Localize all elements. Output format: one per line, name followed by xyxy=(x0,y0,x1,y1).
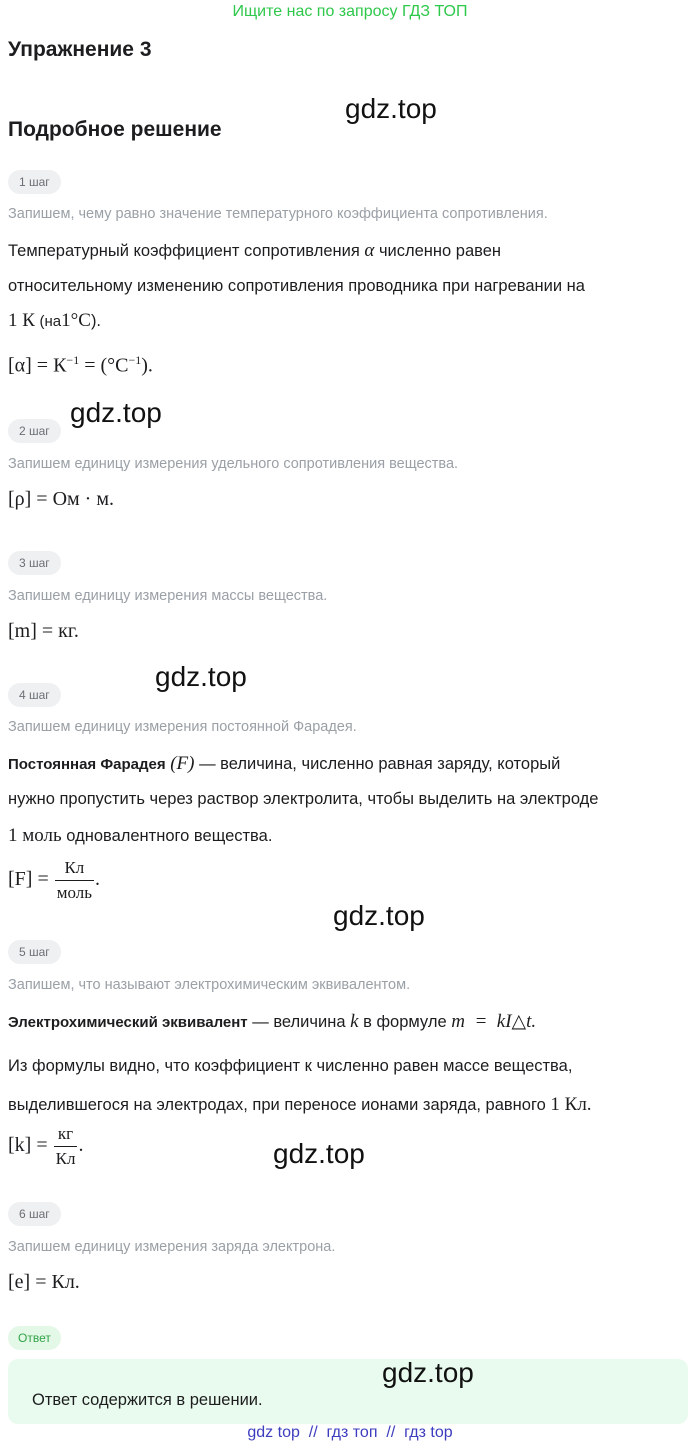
step-text-4-line2: нужно пропустить через раствор электролита, чтобы выделить на электроде xyxy=(8,790,599,808)
formula-rho: [ρ] = Ом · м. xyxy=(8,488,114,510)
formula-mass: [m] = кг. xyxy=(8,620,79,642)
alpha-symbol: α xyxy=(364,240,375,261)
step-hint-3: Запишем единицу измерения массы вещества. xyxy=(8,588,328,604)
formula-faraday: [F] = $\frac{Кл}{\text{моль}}$ . xyxy=(8,858,101,902)
step-text-4-line1: Постоянная Фарадея (F) — величина, численно равная заряду, который xyxy=(8,753,561,774)
watermark: gdz.top xyxy=(273,1138,365,1169)
answer-text: Ответ содержится в решении. xyxy=(32,1391,263,1409)
step-hint-4: Запишем единицу измерения постоянной Фарадея. xyxy=(8,719,357,735)
watermark: gdz.top xyxy=(382,1357,474,1388)
exercise-title: Упражнение 3 xyxy=(8,38,152,61)
step-hint-6: Запишем единицу измерения заряда электрона. xyxy=(8,1239,336,1255)
step-text-5-line3: выделившегося на электродах, при переносе ионами заряда, равного 1 Кл. xyxy=(8,1094,592,1115)
step-badge-4: 4 шаг xyxy=(8,683,61,707)
step-badge-1: 1 шаг xyxy=(8,170,61,194)
solution-heading: Подробное решение xyxy=(8,118,222,141)
watermark: gdz.top xyxy=(155,661,247,692)
step-badge-5: 5 шаг xyxy=(8,940,61,964)
watermark: gdz.top xyxy=(345,93,437,124)
watermark: gdz.top xyxy=(333,900,425,931)
step-text-4-line3: 1 моль одновалентного вещества. xyxy=(8,825,273,846)
step-hint-1: Запишем, чему равно значение температурного коэффициента сопротивления. xyxy=(8,206,548,222)
step-hint-5: Запишем, что называют электрохимическим эквивалентом. xyxy=(8,977,411,993)
step-text-1-line2: относительному изменению сопротивления проводника при нагревании на xyxy=(8,277,585,295)
step-badge-6: 6 шаг xyxy=(8,1202,61,1226)
search-banner: Ищите нас по запросу ГДЗ ТОП xyxy=(232,3,468,20)
step-badge-3: 3 шаг xyxy=(8,551,61,575)
answer-badge: Ответ xyxy=(8,1326,61,1350)
step-text-1-line3: 1 К (на1°C). xyxy=(8,310,102,331)
step-text-5-line2: Из формулы видно, что коэффициент к численно равен массе вещества, xyxy=(8,1057,573,1075)
footer-links[interactable]: gdz top // гдз топ // гдз top xyxy=(247,1424,453,1441)
formula-electron-charge: [e] = Кл. xyxy=(8,1271,80,1293)
formula-alpha: $[\alpha] = К^{-1} = (^\circ C^{-1})$. xyxy=(8,353,153,377)
step-badge-2: 2 шаг xyxy=(8,419,61,443)
step-text-1-line1: Температурный коэффициент сопротивления α численно равен xyxy=(8,240,502,261)
step-text-5-line1: Электрохимический эквивалент — величина k в формуле m = kI△t. xyxy=(8,1011,537,1032)
watermark: gdz.top xyxy=(70,397,162,428)
step-hint-2: Запишем единицу измерения удельного сопротивления вещества. xyxy=(8,456,459,472)
formula-k: [k] = $\frac{кг}{Кл}$ . xyxy=(8,1124,84,1168)
